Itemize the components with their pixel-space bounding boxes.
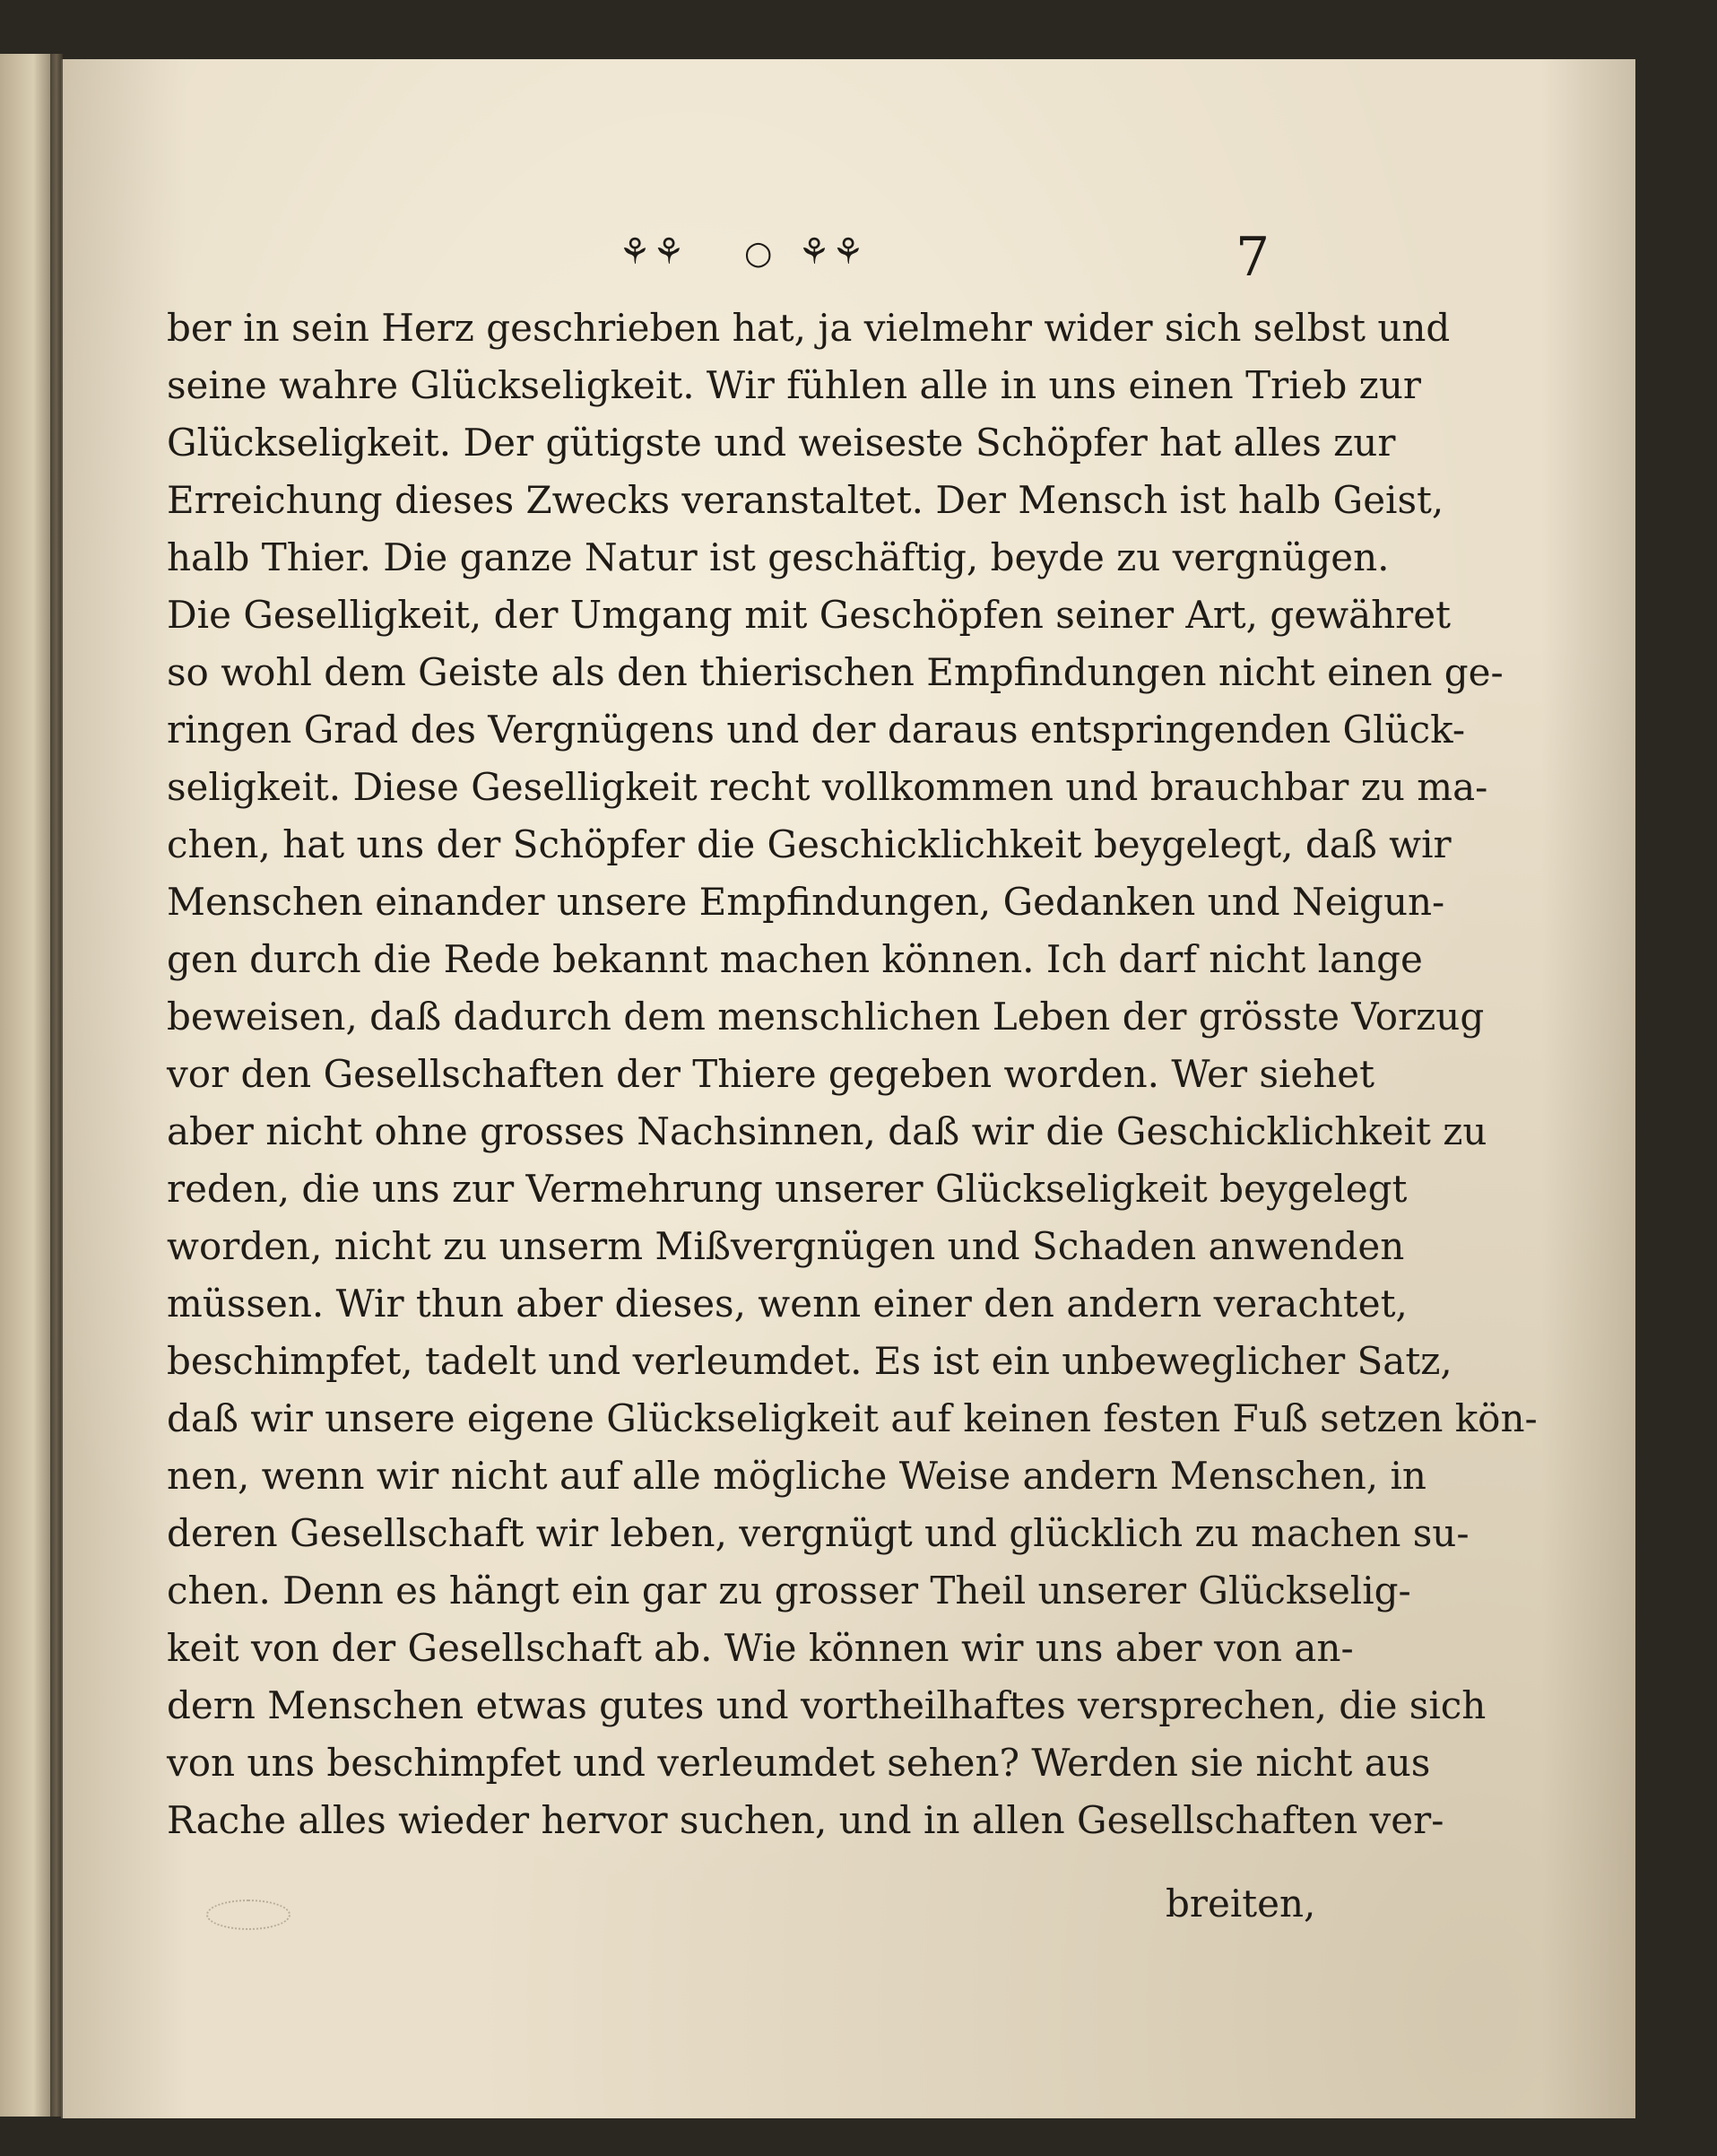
text-line: halb Thier. Die ganze Natur ist geschäftig, beyde zu vergnügen. — [167, 535, 1390, 579]
text-line: beschimpfet, tadelt und verleumdet. Es ist ein unbeweglicher Satz, — [167, 1339, 1453, 1383]
text-line: Glückseligkeit. Der gütigste und weiseste Schöpfer hat alles zur — [167, 421, 1396, 465]
body-text — [167, 300, 1538, 1849]
text-line: worden, nicht zu unserm Mißvergnügen und Schaden anwenden — [167, 1224, 1405, 1268]
text-line: deren Gesellschaft wir leben, vergnügt und glücklich zu machen su- — [167, 1511, 1470, 1555]
text-line: Rache alles wieder hervor suchen, und in allen Gesellschaften ver- — [167, 1798, 1444, 1842]
text-line: vor den Gesellschaften der Thiere gegeben worden. Wer siehet — [167, 1052, 1374, 1096]
text-line: so wohl dem Geiste als den thierischen Empfindungen nicht einen ge- — [167, 650, 1504, 694]
text-line: ber in sein Herz geschrieben hat, ja vielmehr wider sich selbst und — [167, 306, 1451, 350]
text-line: müssen. Wir thun aber dieses, wenn einer den andern verachtet, — [167, 1282, 1408, 1326]
text-line: aber nicht ohne grosses Nachsinnen, daß wir die Geschicklichkeit zu — [167, 1109, 1487, 1153]
text-line: daß wir unsere eigene Glückseligkeit auf keinen festen Fuß setzen kön- — [167, 1396, 1538, 1440]
page-headline — [619, 231, 1264, 285]
ornament-left-icon: ⚘⚘ — [619, 231, 687, 273]
page-number: 7 — [1236, 226, 1270, 289]
text-line: keit von der Gesellschaft ab. Wie können wir uns aber von an- — [167, 1626, 1354, 1670]
text-line: chen, hat uns der Schöpfer die Geschicklichkeit beygelegt, daß wir — [167, 822, 1452, 866]
text-line: seine wahre Glückseligkeit. Wir fühlen alle in uns einen Trieb zur — [167, 363, 1421, 407]
text-line: Die Geselligkeit, der Umgang mit Geschöpfen seiner Art, gewähret — [167, 593, 1451, 637]
text-line: gen durch die Rede bekannt machen können. Ich darf nicht lange — [167, 937, 1423, 981]
text-line: von uns beschimpfet und verleumdet sehen? Werden sie nicht aus — [167, 1741, 1431, 1785]
ink-stain — [206, 1900, 291, 1930]
text-line: ringen Grad des Vergnügens und der daraus entspringenden Glück- — [167, 708, 1466, 752]
text-line: Menschen einander unsere Empfindungen, Gedanken und Neigun- — [167, 880, 1445, 924]
text-line: dern Menschen etwas gutes und vortheilhaftes versprechen, die sich — [167, 1683, 1487, 1727]
text-line: seligkeit. Diese Geselligkeit recht vollkommen und brauchbar zu ma- — [167, 765, 1488, 809]
ornament-circle-icon: ○ — [744, 235, 773, 272]
left-page-edge — [0, 54, 56, 2117]
text-line: beweisen, daß dadurch dem menschlichen Leben der grösste Vorzug — [167, 995, 1485, 1039]
ornament-right-icon: ⚘⚘ — [798, 231, 866, 273]
text-line: reden, die uns zur Vermehrung unserer Glückseligkeit beygelegt — [167, 1167, 1408, 1211]
catchword: breiten, — [1166, 1882, 1316, 1926]
text-line: chen. Denn es hängt ein gar zu grosser Theil unserer Glückselig- — [167, 1569, 1411, 1613]
text-line: Erreichung dieses Zwecks veranstaltet. Der Mensch ist halb Geist, — [167, 478, 1444, 522]
text-line: nen, wenn wir nicht auf alle mögliche Weise andern Menschen, in — [167, 1454, 1426, 1498]
